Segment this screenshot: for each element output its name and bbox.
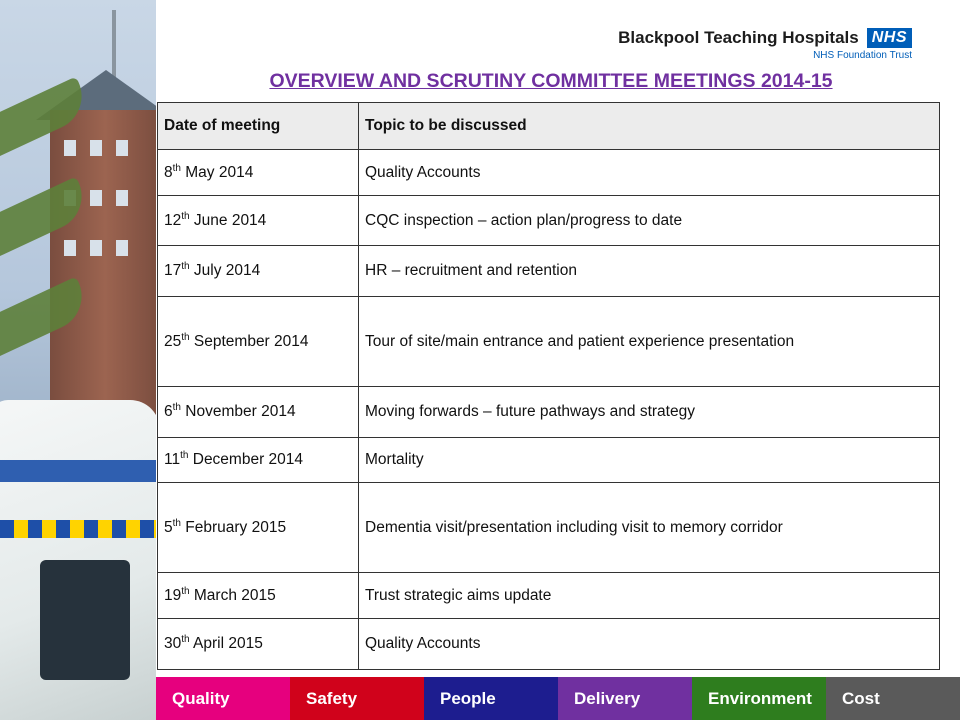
meeting-topic: Tour of site/main entrance and patient experience presentation [359, 297, 940, 387]
date-month-year: September 2014 [189, 333, 309, 351]
table-row [158, 196, 940, 246]
footer-segment-cost: Cost [826, 677, 960, 720]
page-title: OVERVIEW AND SCRUTINY COMMITTEE MEETINGS 2014-15 [269, 70, 833, 92]
table-row [158, 619, 940, 670]
date-day: 19 [164, 587, 182, 605]
nhs-badge: NHS [867, 28, 912, 48]
date-ordinal: th [172, 402, 181, 414]
meeting-date [158, 387, 359, 438]
footer-segment-people: People [424, 677, 558, 720]
date-day: 6 [164, 403, 173, 421]
footer-segment-safety: Safety [290, 677, 424, 720]
meeting-date [158, 246, 359, 297]
date-ordinal: th [172, 162, 181, 174]
date-day: 5 [164, 519, 173, 537]
table-row [158, 297, 940, 387]
date-day: 30 [164, 635, 182, 653]
date-month-year: April 2015 [189, 635, 263, 653]
hospital-photo [0, 0, 156, 720]
table-row [158, 150, 940, 196]
ambulance-stripe [0, 460, 156, 482]
meeting-date [158, 438, 359, 483]
table-row [158, 483, 940, 573]
date-month-year: March 2015 [189, 587, 276, 605]
meeting-topic: Quality Accounts [359, 619, 940, 670]
meeting-date [158, 150, 359, 196]
meetings-table [157, 102, 940, 670]
trust-subtitle: NHS Foundation Trust [813, 50, 912, 61]
date-ordinal: th [181, 210, 190, 222]
meeting-date [158, 573, 359, 619]
date-day: 8 [164, 164, 173, 182]
date-ordinal: th [181, 331, 190, 343]
column-header-date: Date of meeting [158, 103, 359, 150]
meeting-date [158, 483, 359, 573]
date-day: 12 [164, 212, 182, 230]
date-ordinal: th [181, 634, 190, 646]
date-ordinal: th [181, 261, 190, 273]
date-month-year: November 2014 [180, 403, 296, 421]
trust-name: Blackpool Teaching Hospitals [618, 28, 859, 47]
meeting-topic: Quality Accounts [359, 150, 940, 196]
table-header-row [158, 103, 940, 150]
date-month-year: December 2014 [188, 451, 304, 469]
meeting-topic: Mortality [359, 438, 940, 483]
footer-segment-delivery: Delivery [558, 677, 692, 720]
date-ordinal: th [172, 517, 181, 529]
meeting-topic: Trust strategic aims update [359, 573, 940, 619]
meeting-topic: Dementia visit/presentation including visit to memory corridor [359, 483, 940, 573]
meeting-topic: HR – recruitment and retention [359, 246, 940, 297]
ambulance-window [40, 560, 130, 680]
date-day: 17 [164, 262, 182, 280]
meeting-topic: CQC inspection – action plan/progress to date [359, 196, 940, 246]
meeting-topic: Moving forwards – future pathways and strategy [359, 387, 940, 438]
meeting-date [158, 297, 359, 387]
trust-logo [618, 28, 912, 61]
date-ordinal: th [180, 450, 189, 462]
meeting-date [158, 196, 359, 246]
table-row [158, 573, 940, 619]
date-month-year: July 2014 [189, 262, 261, 280]
footer-segment-quality: Quality [156, 677, 290, 720]
footer-segment-environment: Environment [692, 677, 826, 720]
date-month-year: May 2014 [180, 164, 254, 182]
table-row [158, 387, 940, 438]
date-ordinal: th [181, 585, 190, 597]
ambulance-checker [0, 520, 156, 538]
date-day: 25 [164, 333, 182, 351]
values-footer-bar [156, 677, 960, 720]
date-month-year: February 2015 [180, 519, 287, 537]
column-header-topic: Topic to be discussed [359, 103, 940, 150]
date-day: 11 [164, 451, 181, 469]
meeting-date [158, 619, 359, 670]
table-row [158, 246, 940, 297]
table-row [158, 438, 940, 483]
date-month-year: June 2014 [189, 212, 267, 230]
